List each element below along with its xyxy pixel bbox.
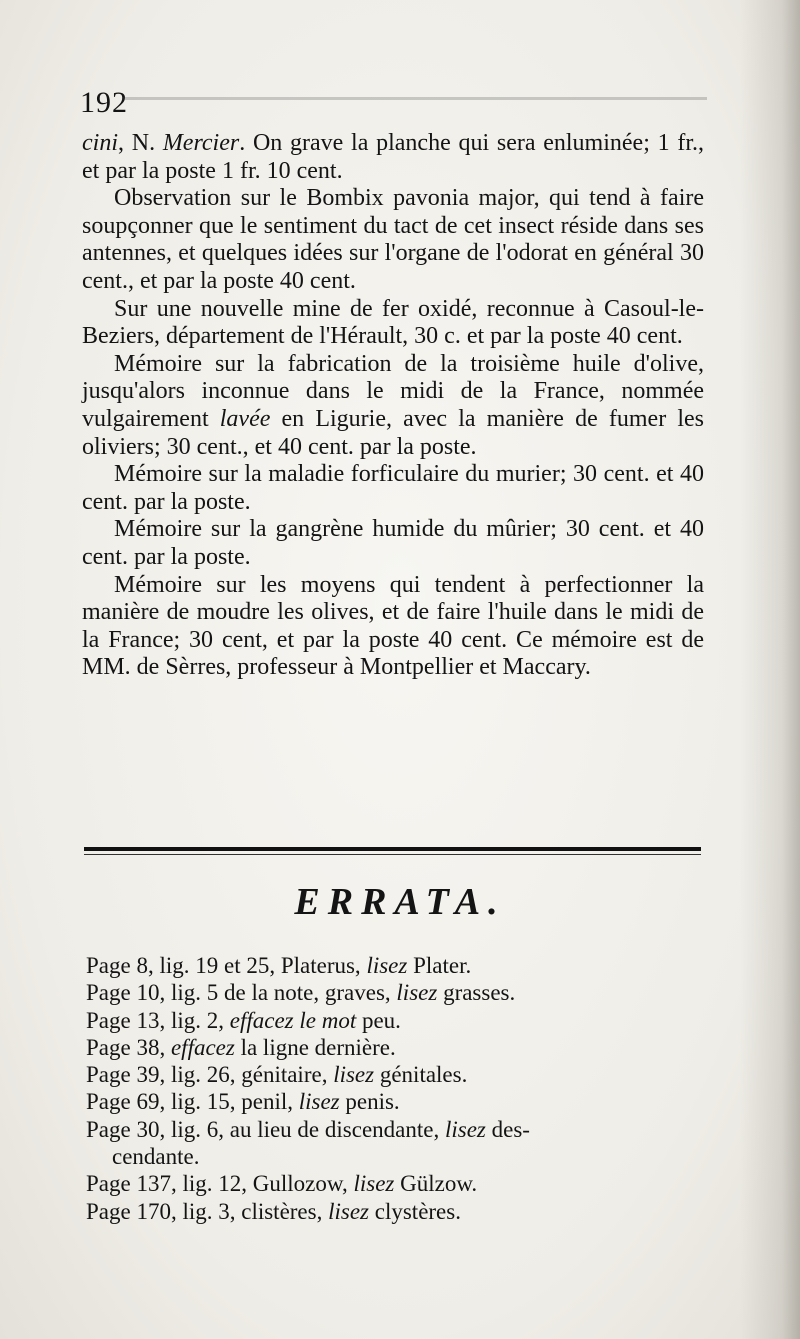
text-run: en Ligurie, avec la manière de fumer les oliviers; 30 cent., et 40 cent. par la poste. — [82, 405, 704, 460]
italic-text: effacez le mot — [229, 1007, 357, 1033]
text-run: génitales. — [374, 1062, 468, 1088]
body-text — [82, 130, 704, 682]
errata-entry — [86, 1061, 706, 1088]
text-run: , N. — [118, 130, 163, 156]
paragraph — [82, 516, 704, 571]
text-run: Page 38, — [86, 1034, 171, 1060]
text-run: la ligne dernière. — [234, 1034, 396, 1060]
divider-thin-line — [84, 854, 701, 855]
italic-text: effacez — [170, 1034, 235, 1060]
errata-entry — [86, 1170, 706, 1197]
italic-text: lisez — [396, 980, 438, 1006]
italic-text: lisez — [328, 1198, 369, 1224]
text-run: cendante. — [112, 1144, 200, 1170]
text-run: Page 30, lig. 6, au lieu de discendante, — [86, 1116, 445, 1142]
text-run: Mémoire sur les moyens qui tendent à perfectionner la manière de moudre les olives, et de faire l'huile dans le midi de la France; 30 cent, et par la poste 40 cent. Ce mémoire est de MM. de Sèrres, professeur à Montpellier et Maccary. — [82, 571, 704, 681]
text-run: penis. — [339, 1089, 400, 1115]
text-run: Page 137, lig. 12, Gullozow, — [86, 1171, 354, 1197]
italic-text: lisez — [444, 1116, 486, 1142]
italic-text: lavée — [219, 405, 271, 432]
header-rule — [122, 97, 707, 100]
section-divider — [84, 847, 701, 855]
text-run: Page 69, lig. 15, penil, — [86, 1089, 299, 1115]
paragraph — [82, 130, 704, 185]
text-run: Mémoire sur la fabrication de la troisième huile d'olive, jusqu'alors inconnue dans le midi de la France, nommée vulgairement — [82, 350, 704, 432]
errata-entry — [86, 1198, 706, 1225]
errata-entry — [86, 1007, 706, 1034]
text-run: peu. — [356, 1007, 401, 1033]
text-run: Page 10, lig. 5 de la note, graves, — [86, 980, 397, 1006]
italic-text: lisez — [366, 953, 408, 978]
errata-entry — [86, 1116, 706, 1143]
paragraph — [82, 351, 704, 461]
text-run: Sur une nouvelle mine de fer oxidé, reconnue à Casoul-le-Beziers, département de l'Hérault, 30 c. et par la poste 40 cent. — [82, 295, 704, 350]
errata-entry — [86, 1088, 706, 1115]
text-run: Plater. — [407, 953, 472, 978]
text-run: grasses. — [437, 980, 516, 1006]
errata-entry-continuation — [86, 1143, 706, 1170]
text-run: Page 39, lig. 26, génitaire, — [86, 1062, 334, 1088]
text-run: Mémoire sur la maladie forficulaire du murier; 30 cent. et 40 cent. par la poste. — [82, 461, 704, 515]
text-run: Page 8, lig. 19 et 25, Platerus, — [86, 953, 367, 978]
text-run: Gülzow. — [394, 1171, 478, 1197]
paragraph — [82, 296, 704, 351]
text-run: Mémoire sur la gangrène humide du mûrier; 30 cent. et 40 cent. par la poste. — [82, 516, 704, 570]
text-run: Page 170, lig. 3, clistères, — [86, 1198, 329, 1224]
page-number: 192 — [80, 86, 128, 119]
text-run: des- — [485, 1116, 530, 1142]
text-run: Observation sur le Bombix pavonia major, qui tend à faire soupçonner que le sentiment du tact de cet insect réside dans ses antennes, et quelques idées sur l'organe de l'odorat en général 30 cent., et par la poste 40 cent. — [82, 185, 704, 294]
italic-text: Mercier — [162, 130, 240, 156]
italic-text: lisez — [298, 1089, 340, 1115]
errata-list — [86, 952, 706, 1225]
italic-text: lisez — [353, 1171, 395, 1197]
paragraph — [82, 572, 704, 682]
errata-entry — [86, 979, 706, 1006]
errata-title: ERRATA. — [294, 881, 506, 923]
divider-thick-line — [84, 847, 701, 851]
text-run: . On grave la planche qui sera enluminée; 1 fr., et par la poste 1 fr. 10 cent. — [82, 130, 704, 184]
paragraph — [82, 185, 704, 295]
text-run: clystères. — [369, 1198, 461, 1224]
text-run: Page 13, lig. 2, — [86, 1007, 230, 1033]
italic-text: cini — [82, 130, 118, 156]
errata-entry — [86, 952, 706, 979]
errata-entry — [86, 1034, 706, 1061]
page-edge-shadow — [740, 0, 800, 1339]
italic-text: lisez — [333, 1062, 375, 1088]
paragraph — [82, 461, 704, 516]
